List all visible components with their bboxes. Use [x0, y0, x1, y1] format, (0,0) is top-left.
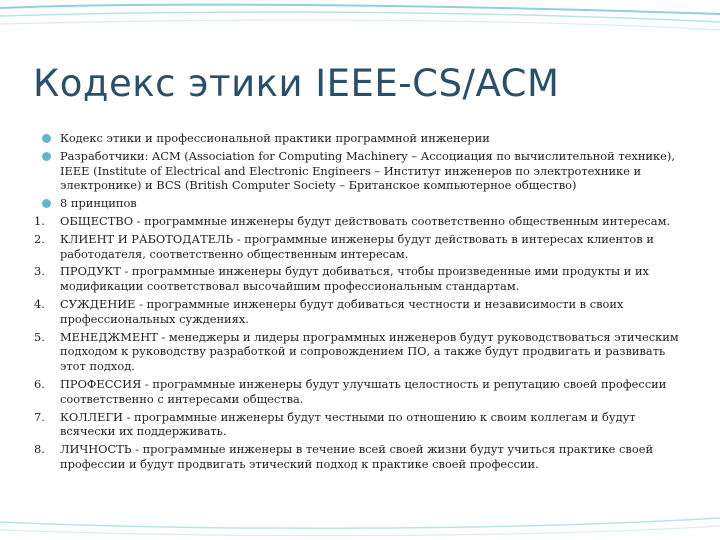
- principle-number: 4.: [34, 296, 45, 311]
- principle-item: [34, 376, 693, 407]
- principle-number: 6.: [34, 376, 45, 391]
- principle-text: КЛИЕНТ И РАБОТОДАТЕЛЬ - программные инженеры будут действовать в интересах клиентов и работодателя, соответственно общественным интересам.: [60, 231, 654, 261]
- principle-number: 7.: [34, 409, 45, 424]
- principle-text: ПРОФЕССИЯ - программные инженеры будут улучшать целостность и репутацию своей профессии соответственно с интересами общества.: [60, 376, 667, 406]
- principle-text: МЕНЕДЖМЕНТ - менеджеры и лидеры программных инженеров будут руководствоваться этическим подходом к руководству разработкой и сопровождением ПО, а также будут продвигать и развивать этот подход.: [60, 329, 679, 374]
- principle-text: ПРОДУКТ - программные инженеры будут добиваться, чтобы произведенные ими продукты и их модификации соответствовал высочайшим профессиональным стандартам.: [60, 264, 649, 294]
- principle-number: 1.: [34, 213, 45, 228]
- principle-number: 2.: [34, 231, 45, 246]
- bullet-item: [38, 196, 693, 211]
- principle-item: [34, 296, 693, 327]
- principle-item: [34, 264, 693, 294]
- bullet-dot-icon: [42, 199, 51, 208]
- bullet-dot-icon: [42, 152, 51, 161]
- principle-text: ЛИЧНОСТЬ - программные инженеры в течение всей своей жизни будут учиться практике своей профессии и будут продвигать этический подход к практике своей профессии.: [60, 442, 654, 471]
- bullet-dot-icon: [42, 134, 51, 143]
- bullet-item: [38, 131, 693, 146]
- principle-number: 3.: [34, 264, 45, 279]
- bullet-text: Кодекс этики и профессиональной практики программной инженерии: [60, 131, 490, 145]
- principle-item: [34, 231, 693, 262]
- principle-number: 8.: [34, 442, 45, 457]
- principle-text: СУЖДЕНИЕ - программные инженеры будут добиваться честности и независимости в своих профессиональных суждениях.: [60, 296, 624, 326]
- slide-title: Кодекс этики IEEE-CS/ACM: [33, 62, 560, 105]
- principle-item: [34, 442, 693, 472]
- principle-number: 5.: [34, 329, 45, 344]
- principle-item: [34, 329, 693, 374]
- principle-item: [34, 409, 693, 440]
- bullet-item: [38, 149, 693, 193]
- principle-text: ОБЩЕСТВО - программные инженеры будут действовать соответственно общественным интересам.: [60, 213, 671, 228]
- bullet-text: 8 принципов: [60, 196, 137, 211]
- slide-content: [34, 131, 693, 475]
- principle-item: [34, 213, 693, 229]
- principle-text: КОЛЛЕГИ - программные инженеры будут честными по отношению к своим коллегам и будут всячески их поддерживать.: [60, 409, 636, 439]
- bullet-text: Разработчики: ACM (Association for Computing Machinery – Ассоциация по вычислительной технике), IEEE (Institute of Electrical and Electronic Engineers – Институт инженеров по электротехнике и электронике) и BCS (British Computer Society – Британское компьютерное общество): [60, 148, 675, 193]
